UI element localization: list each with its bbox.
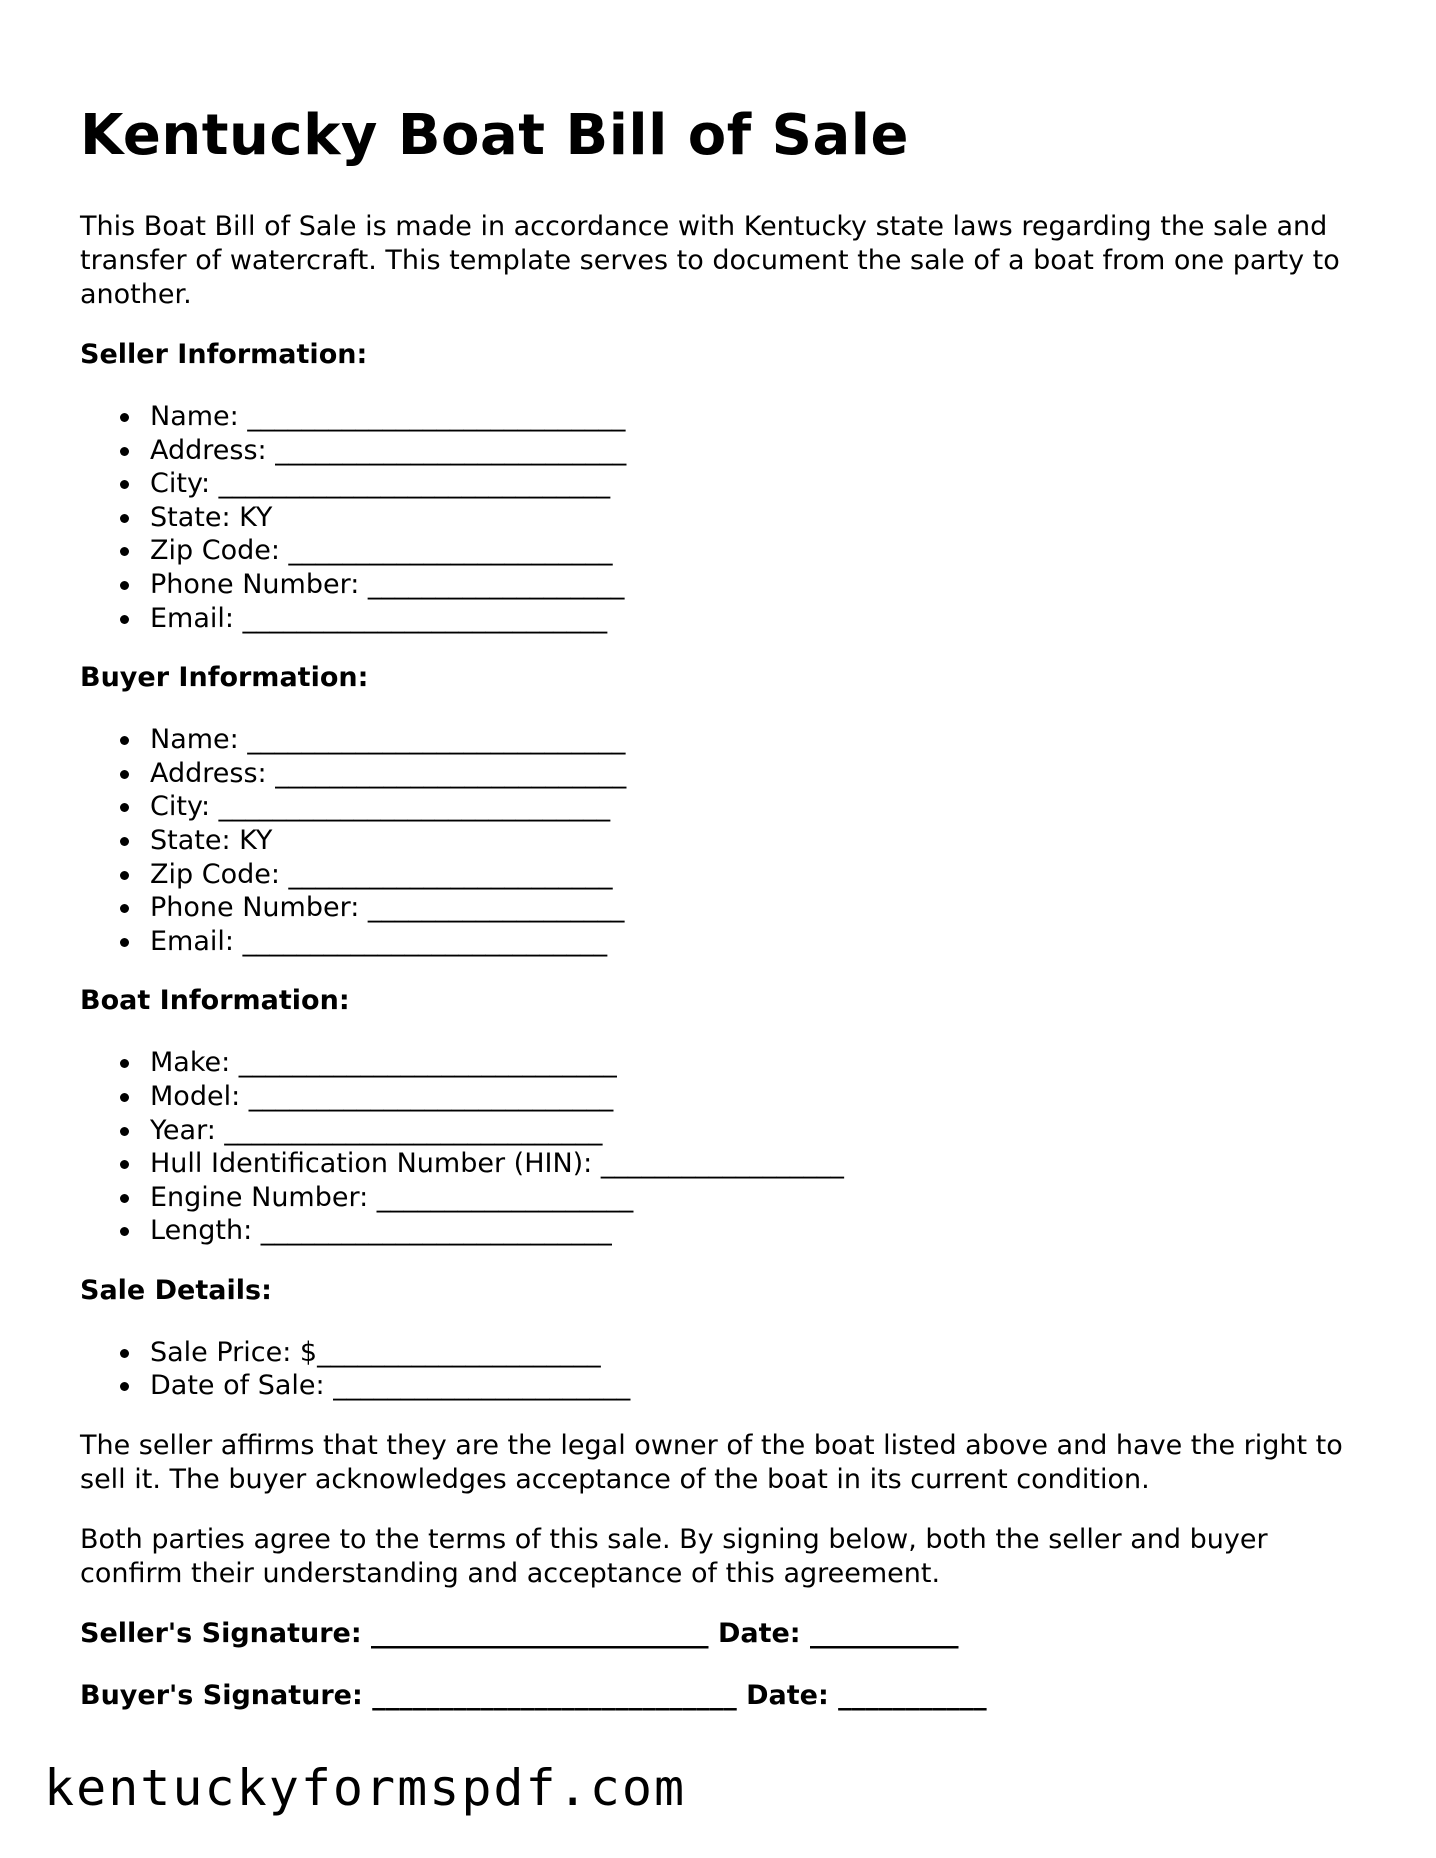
watermark-text: kentuckyformspdf.com bbox=[44, 1759, 687, 1817]
boat-length-field[interactable]: Length: __________________________ bbox=[120, 1214, 1370, 1248]
seller-phone-field[interactable]: Phone Number: ___________________ bbox=[120, 568, 1370, 602]
sale-details-list bbox=[80, 1336, 1370, 1403]
boat-engine-number-field[interactable]: Engine Number: ___________________ bbox=[120, 1181, 1370, 1215]
agreement-paragraph: Both parties agree to the terms of this sale. By signing below, both the seller and buyer confirm their understanding and acceptance of this agreement. bbox=[80, 1524, 1268, 1590]
buyer-info-heading: Buyer Information: bbox=[80, 662, 369, 694]
seller-state-field: State: KY bbox=[120, 501, 1370, 535]
affirmation-paragraph: The seller affirms that they are the legal owner of the boat listed above and have the right to sell it. The buyer acknowledges acceptance of the boat in its current condition. bbox=[80, 1430, 1343, 1496]
page-title: Kentucky Boat Bill of Sale bbox=[80, 103, 909, 168]
boat-hin-field[interactable]: Hull Identification Number (HIN): __________________ bbox=[120, 1147, 1370, 1181]
boat-make-field[interactable]: Make: ____________________________ bbox=[120, 1046, 1370, 1080]
boat-model-field[interactable]: Model: ___________________________ bbox=[120, 1080, 1370, 1114]
boat-info-heading: Boat Information: bbox=[80, 985, 350, 1017]
sale-price-field[interactable]: Sale Price: $_____________________ bbox=[120, 1336, 1370, 1370]
seller-city-field[interactable]: City: _____________________________ bbox=[120, 467, 1370, 501]
sale-date-field[interactable]: Date of Sale: ______________________ bbox=[120, 1369, 1370, 1403]
seller-name-field[interactable]: Name: ____________________________ bbox=[120, 400, 1370, 434]
seller-signature-line[interactable]: Seller's Signature: _________________________ Date: ___________ bbox=[80, 1618, 959, 1650]
buyer-signature-line[interactable]: Buyer's Signature: ___________________________ Date: ___________ bbox=[80, 1680, 987, 1712]
buyer-info-list bbox=[80, 723, 1370, 958]
sale-details-heading: Sale Details: bbox=[80, 1274, 272, 1306]
seller-zip-field[interactable]: Zip Code: ________________________ bbox=[120, 534, 1370, 568]
buyer-zip-field[interactable]: Zip Code: ________________________ bbox=[120, 858, 1370, 892]
boat-info-list bbox=[80, 1046, 1370, 1248]
seller-info-heading: Seller Information: bbox=[80, 339, 368, 370]
buyer-city-field[interactable]: City: _____________________________ bbox=[120, 790, 1370, 824]
intro-paragraph: This Boat Bill of Sale is made in accordance with Kentucky state laws regarding the sale and transfer of watercraft. This template serves to document the sale of a boat from one party to another. bbox=[80, 211, 1340, 310]
seller-address-field[interactable]: Address: __________________________ bbox=[120, 434, 1370, 468]
document-page bbox=[80, 100, 1370, 1741]
buyer-state-field: State: KY bbox=[120, 824, 1370, 858]
buyer-email-field[interactable]: Email: ___________________________ bbox=[120, 925, 1370, 959]
buyer-phone-field[interactable]: Phone Number: ___________________ bbox=[120, 891, 1370, 925]
buyer-address-field[interactable]: Address: __________________________ bbox=[120, 757, 1370, 791]
boat-year-field[interactable]: Year: ____________________________ bbox=[120, 1114, 1370, 1148]
seller-info-list bbox=[80, 400, 1370, 635]
seller-email-field[interactable]: Email: ___________________________ bbox=[120, 602, 1370, 636]
buyer-name-field[interactable]: Name: ____________________________ bbox=[120, 723, 1370, 757]
